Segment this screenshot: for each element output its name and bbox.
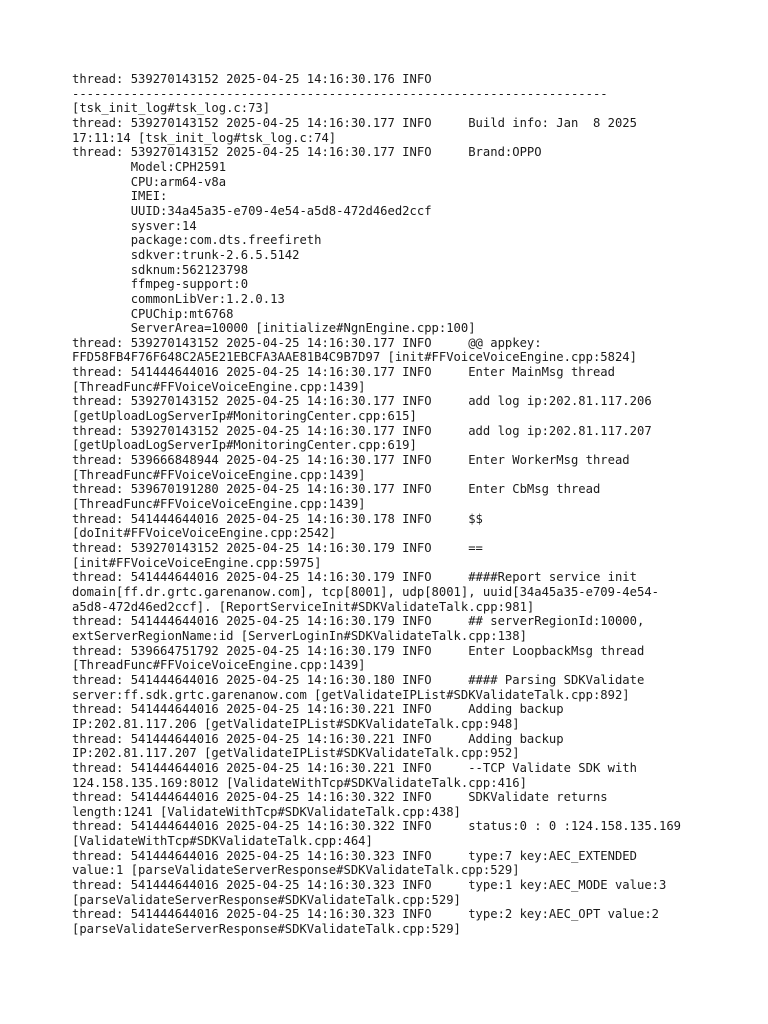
log-line: FFD58FB4F76F648C2A5E21EBCFA3AAE81B4C9B7D97 [init#FFVoiceVoiceEngine.cpp:5824] [72, 350, 637, 365]
log-line: [tsk_init_log#tsk_log.c:73] [72, 101, 271, 116]
log-line: [ValidateWithTcp#SDKValidateTalk.cpp:464] [72, 834, 373, 849]
log-line: [ThreadFunc#FFVoiceVoiceEngine.cpp:1439] [72, 497, 366, 512]
log-line: [ThreadFunc#FFVoiceVoiceEngine.cpp:1439] [72, 467, 366, 482]
log-line: IP:202.81.117.207 [getValidateIPList#SDKValidateTalk.cpp:952] [72, 746, 520, 761]
log-line: thread: 539270143152 2025-04-25 14:16:30.177 INFO Build info: Jan 8 2025 [72, 115, 637, 130]
log-line: [getUploadLogServerIp#MonitoringCenter.cpp:619] [72, 438, 417, 453]
log-line: Model:CPH2591 [72, 159, 227, 174]
log-line: thread: 539270143152 2025-04-25 14:16:30.176 INFO [72, 72, 432, 86]
log-line: ------------------------------------------------------------------------- [72, 86, 608, 101]
log-line: thread: 541444644016 2025-04-25 14:16:30.323 INFO type:2 key:AEC_OPT value:2 [72, 907, 659, 922]
log-line: [ThreadFunc#FFVoiceVoiceEngine.cpp:1439] [72, 379, 366, 394]
log-line: [parseValidateServerResponse#SDKValidateTalk.cpp:529] [72, 922, 461, 937]
log-line: package:com.dts.freefireth [72, 233, 322, 248]
log-document [72, 72, 752, 937]
log-line: thread: 541444644016 2025-04-25 14:16:30.322 INFO status:0 : 0 :124.158.135.169 [72, 819, 682, 834]
log-line: thread: 539270143152 2025-04-25 14:16:30.177 INFO add log ip:202.81.117.207 [72, 423, 652, 438]
log-line: thread: 541444644016 2025-04-25 14:16:30.221 INFO --TCP Validate SDK with [72, 760, 637, 775]
log-line: thread: 539270143152 2025-04-25 14:16:30.177 INFO add log ip:202.81.117.206 [72, 394, 652, 409]
log-line: thread: 539666848944 2025-04-25 14:16:30.177 INFO Enter WorkerMsg thread [72, 453, 630, 468]
log-line: 124.158.135.169:8012 [ValidateWithTcp#SDKValidateTalk.cpp:416] [72, 775, 527, 790]
log-line: thread: 541444644016 2025-04-25 14:16:30.323 INFO type:7 key:AEC_EXTENDED [72, 848, 637, 863]
log-line: [init#FFVoiceVoiceEngine.cpp:5975] [72, 555, 322, 570]
log-line: thread: 541444644016 2025-04-25 14:16:30.177 INFO Enter MainMsg thread [72, 365, 615, 380]
log-line: thread: 539670191280 2025-04-25 14:16:30.177 INFO Enter CbMsg thread [72, 482, 601, 497]
log-line: length:1241 [ValidateWithTcp#SDKValidateTalk.cpp:438] [72, 804, 461, 819]
log-line: domain[ff.dr.grtc.garenanow.com], tcp[8001], udp[8001], uuid[34a45a35-e709-4e54- [72, 584, 659, 599]
log-line: 17:11:14 [tsk_init_log#tsk_log.c:74] [72, 130, 337, 145]
log-line: IP:202.81.117.206 [getValidateIPList#SDKValidateTalk.cpp:948] [72, 716, 520, 731]
log-line: sdkver:trunk-2.6.5.5142 [72, 247, 300, 262]
log-line: thread: 541444644016 2025-04-25 14:16:30.179 INFO ####Report service init [72, 570, 637, 585]
log-line: thread: 539664751792 2025-04-25 14:16:30.179 INFO Enter LoopbackMsg thread [72, 643, 645, 658]
log-line: thread: 539270143152 2025-04-25 14:16:30.179 INFO == [72, 541, 483, 555]
log-line: sdknum:562123798 [72, 262, 249, 277]
log-line: thread: 541444644016 2025-04-25 14:16:30.323 INFO type:1 key:AEC_MODE value:3 [72, 878, 667, 893]
log-line: thread: 541444644016 2025-04-25 14:16:30.178 INFO $$ [72, 511, 483, 526]
log-line: thread: 541444644016 2025-04-25 14:16:30.322 INFO SDKValidate returns [72, 790, 608, 805]
log-line: sysver:14 [72, 218, 197, 233]
log-line: IMEI: [72, 189, 168, 204]
log-line: value:1 [parseValidateServerResponse#SDKValidateTalk.cpp:529] [72, 863, 520, 878]
log-line: thread: 541444644016 2025-04-25 14:16:30.180 INFO #### Parsing SDKValidate [72, 672, 645, 687]
log-line: [doInit#FFVoiceVoiceEngine.cpp:2542] [72, 526, 337, 541]
log-line: thread: 541444644016 2025-04-25 14:16:30.221 INFO Adding backup [72, 702, 564, 717]
log-line: UUID:34a45a35-e709-4e54-a5d8-472d46ed2ccf [72, 203, 432, 218]
log-line: a5d8-472d46ed2ccf]. [ReportServiceInit#SDKValidateTalk.cpp:981] [72, 599, 535, 614]
log-line: commonLibVer:1.2.0.13 [72, 291, 285, 306]
log-line: extServerRegionName:id [ServerLoginIn#SDKValidateTalk.cpp:138] [72, 628, 527, 643]
log-line: thread: 541444644016 2025-04-25 14:16:30.221 INFO Adding backup [72, 731, 564, 746]
log-line: server:ff.sdk.grtc.garenanow.com [getValidateIPList#SDKValidateTalk.cpp:892] [72, 687, 630, 702]
log-line: CPU:arm64-v8a [72, 174, 227, 189]
log-line: ServerArea=10000 [initialize#NgnEngine.cpp:100] [72, 321, 476, 336]
log-line: [parseValidateServerResponse#SDKValidateTalk.cpp:529] [72, 892, 461, 907]
log-line: thread: 541444644016 2025-04-25 14:16:30.179 INFO ## serverRegionId:10000, [72, 614, 645, 629]
log-line: [ThreadFunc#FFVoiceVoiceEngine.cpp:1439] [72, 658, 366, 673]
log-line: [getUploadLogServerIp#MonitoringCenter.cpp:615] [72, 409, 417, 424]
log-line: thread: 539270143152 2025-04-25 14:16:30.177 INFO Brand:OPPO [72, 145, 542, 160]
log-line: thread: 539270143152 2025-04-25 14:16:30.177 INFO @@ appkey: [72, 335, 542, 350]
log-line: CPUChip:mt6768 [72, 306, 234, 321]
log-line: ffmpeg-support:0 [72, 277, 249, 292]
